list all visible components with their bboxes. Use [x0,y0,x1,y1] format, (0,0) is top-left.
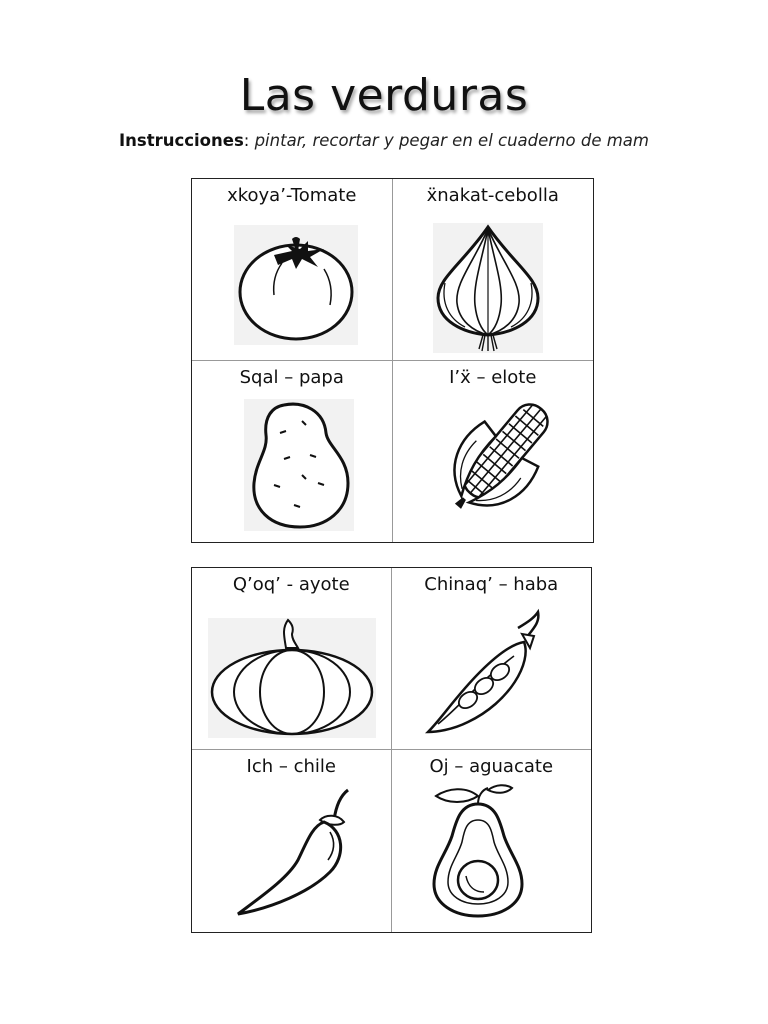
cell-onion [393,179,594,361]
page-title: Las verduras [239,70,529,121]
avocado-icon [430,784,526,920]
label-bean: Chinaq’ – haba [424,574,559,595]
cell-potato [192,361,393,543]
label-pumpkin: Q’oq’ - ayote [232,574,350,595]
cell-tomato [192,179,393,361]
onion-icon [433,223,543,353]
cell-chili [192,750,392,932]
instructions [0,131,768,150]
cell-avocado [392,750,592,932]
vegetable-table-2 [191,567,592,933]
cell-pumpkin [192,568,392,750]
bean-pod-icon [422,606,552,736]
cell-bean [392,568,592,750]
cell-corn [393,361,594,543]
potato-icon [244,399,354,531]
tomato-icon [234,225,358,345]
instructions-text: pintar, recortar y pegar en el cuaderno de mam [249,131,649,150]
instructions-label: Instrucciones [118,131,244,150]
pumpkin-icon [208,618,376,738]
label-onion: ẍnakat-cebolla [426,185,559,206]
corn-icon [433,397,557,521]
label-corn: I’ẍ – elote [449,366,537,388]
label-potato: Sqal – papa [239,366,344,388]
label-avocado: Oj – aguacate [429,756,554,777]
instructions-separator: : [243,131,250,150]
chili-pepper-icon [232,786,356,920]
label-tomato: xkoya’-Tomate [227,185,357,206]
label-chili: Ich – chile [246,756,336,777]
vegetable-table-1 [191,178,594,543]
